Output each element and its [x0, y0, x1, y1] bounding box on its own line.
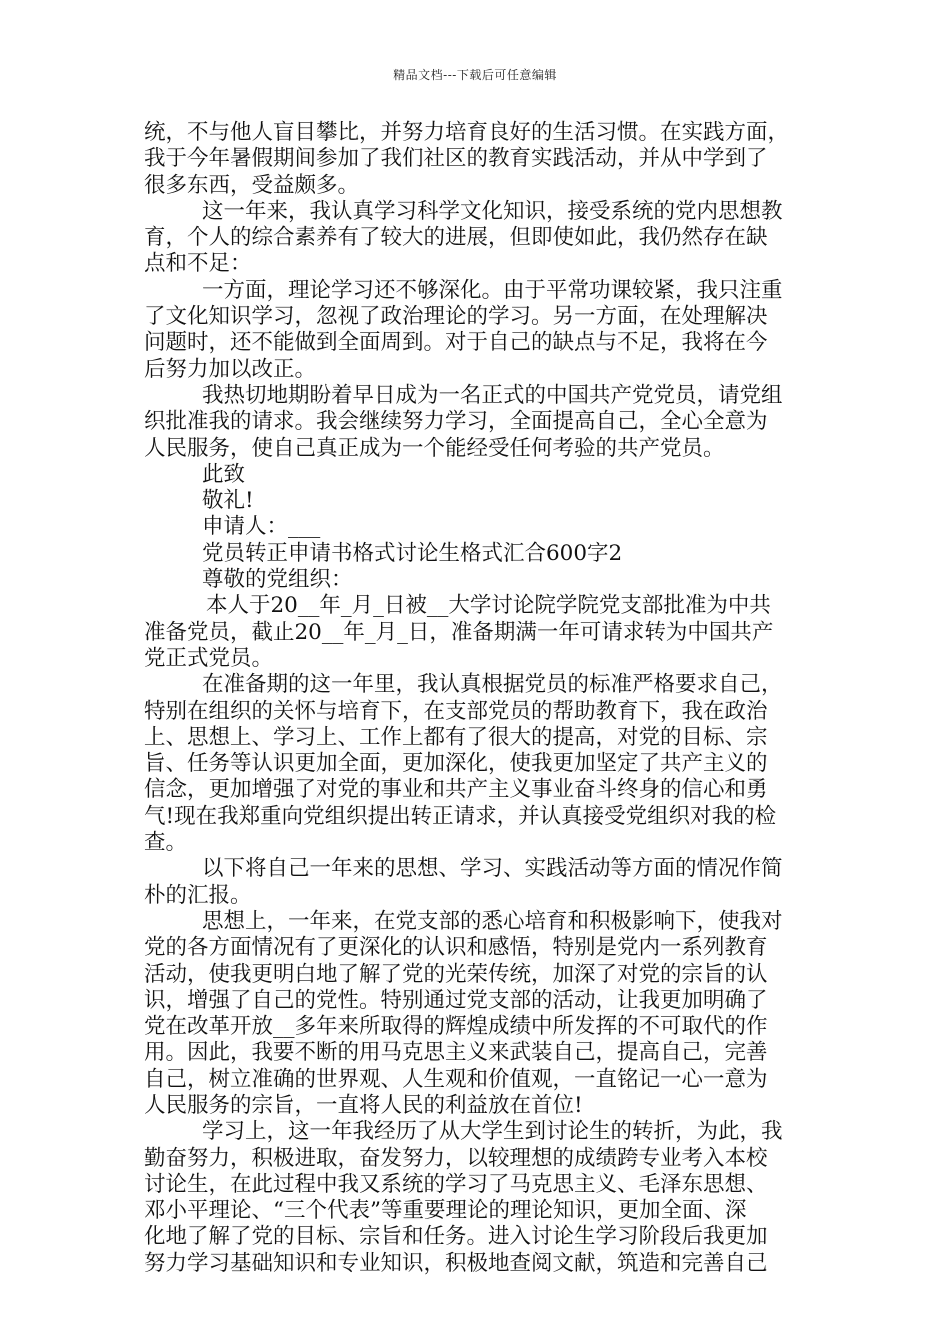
text-line: 很多东西，受益颇多。 [144, 172, 360, 198]
text-line: 此致 [202, 461, 246, 487]
text-line: 我热切地期盼着早日成为一名正式的中国共产党党员，请党组 [202, 382, 783, 408]
text-line: 这一年来，我认真学习科学文化知识，接受系统的党内思想教 [202, 198, 783, 224]
text-line: 人民服务，使自己真正成为一个能经受任何考验的共产党员。 [144, 435, 725, 461]
text-line: 用。因此，我要不断的用马克思主义来武装自己，提高自己，完善 [144, 1040, 768, 1066]
text-line: 敬礼! [202, 488, 254, 514]
text-line: 本人于20__年_月_日被__大学讨论院学院党支部批准为中共 [206, 593, 771, 619]
page-header: 精品文档---下载后可任意编辑 [393, 68, 557, 82]
text-line: 后努力加以改正。 [144, 356, 317, 382]
text-line: 识，增强了自己的党性。特别通过党支部的活动，让我更加明确了 [144, 987, 768, 1013]
text-line: 旨、任务等认识更加全面，更加深化，使我更加坚定了共产主义的 [144, 751, 768, 777]
text-line: 尊敬的党组织： [202, 567, 353, 593]
text-line: 申请人：___ [202, 514, 321, 540]
text-line: 织批准我的请求。我会继续努力学习，全面提高自己，全心全意为 [144, 409, 768, 435]
text-line: 点和不足： [144, 251, 252, 277]
text-line: 问题时，还不能做到全面周到。对于自己的缺点与不足，我将在今 [144, 330, 768, 356]
text-line: 以下将自己一年来的思想、学习、实践活动等方面的情况作简 [202, 856, 783, 882]
text-line: 活动，使我更明白地了解了党的光荣传统，加深了对党的宗旨的认 [144, 961, 768, 987]
text-line: 邓小平理论、“三个代表”等重要理论的理论知识，更加全面、深 [144, 1198, 747, 1224]
text-line: 讨论生，在此过程中我又系统的学习了马克思主义、毛泽东思想、 [144, 1171, 768, 1197]
text-line: 统，不与他人盲目攀比，并努力培育良好的生活习惯。在实践方面， [144, 120, 790, 145]
text-line: 人民服务的宗旨，一直将人民的利益放在首位! [144, 1092, 583, 1118]
text-line: 自己，树立准确的世界观、人生观和价值观，一直铭记一心一意为 [144, 1066, 768, 1092]
text-line: 特别在组织的关怀与培育下，在支部党员的帮助教育下，我在政治 [144, 698, 768, 724]
text-line: 党在改革开放__多年来所取得的辉煌成绩中所发挥的不可取代的作 [144, 1014, 768, 1040]
text-line: 在准备期的这一年里，我认真根据党员的标准严格要求自己， [202, 672, 783, 698]
text-line: 查。 [144, 830, 188, 856]
text-line: 准备党员，截止20__年_月_日，准备期满一年可请求转为中国共产 [144, 619, 774, 645]
text-line: 勤奋努力，积极进取，奋发努力，以较理想的成绩跨专业考入本校 [144, 1145, 768, 1171]
text-line: 化地了解了党的目标、宗旨和任务。进入讨论生学习阶段后我更加 [144, 1224, 768, 1250]
text-line: 党员转正申请书格式讨论生格式汇合600字2 [202, 540, 623, 566]
text-line: 信念，更加增强了对党的事业和共产主义事业奋斗终身的信心和勇 [144, 777, 768, 803]
text-line: 气!现在我郑重向党组织提出转正请求，并认真接受党组织对我的检 [144, 803, 777, 829]
text-line: 了文化知识学习，忽视了政治理论的学习。另一方面，在处理解决 [144, 304, 768, 330]
document-body [144, 120, 812, 1277]
text-line: 党的各方面情况有了更深化的认识和感悟，特别是党内一系列教育 [144, 935, 768, 961]
text-line: 上、思想上、学习上、工作上都有了很大的提高，对党的目标、宗 [144, 724, 768, 750]
text-line: 我于今年暑假期间参加了我们社区的教育实践活动，并从中学到了 [144, 146, 768, 172]
text-line: 一方面，理论学习还不够深化。由于平常功课较紧，我只注重 [202, 277, 783, 303]
text-line: 党正式党员。 [144, 645, 274, 671]
text-line: 朴的汇报。 [144, 882, 252, 908]
text-line: 努力学习基础知识和专业知识，积极地查阅文献，筑造和完善自己 [144, 1250, 768, 1276]
text-line: 育，个人的综合素养有了较大的进展，但即使如此，我仍然存在缺 [144, 225, 768, 251]
text-line: 思想上，一年来，在党支部的悉心培育和积极影响下，使我对 [202, 908, 783, 934]
text-line: 学习上，这一年我经历了从大学生到讨论生的转折，为此，我 [202, 1119, 783, 1145]
